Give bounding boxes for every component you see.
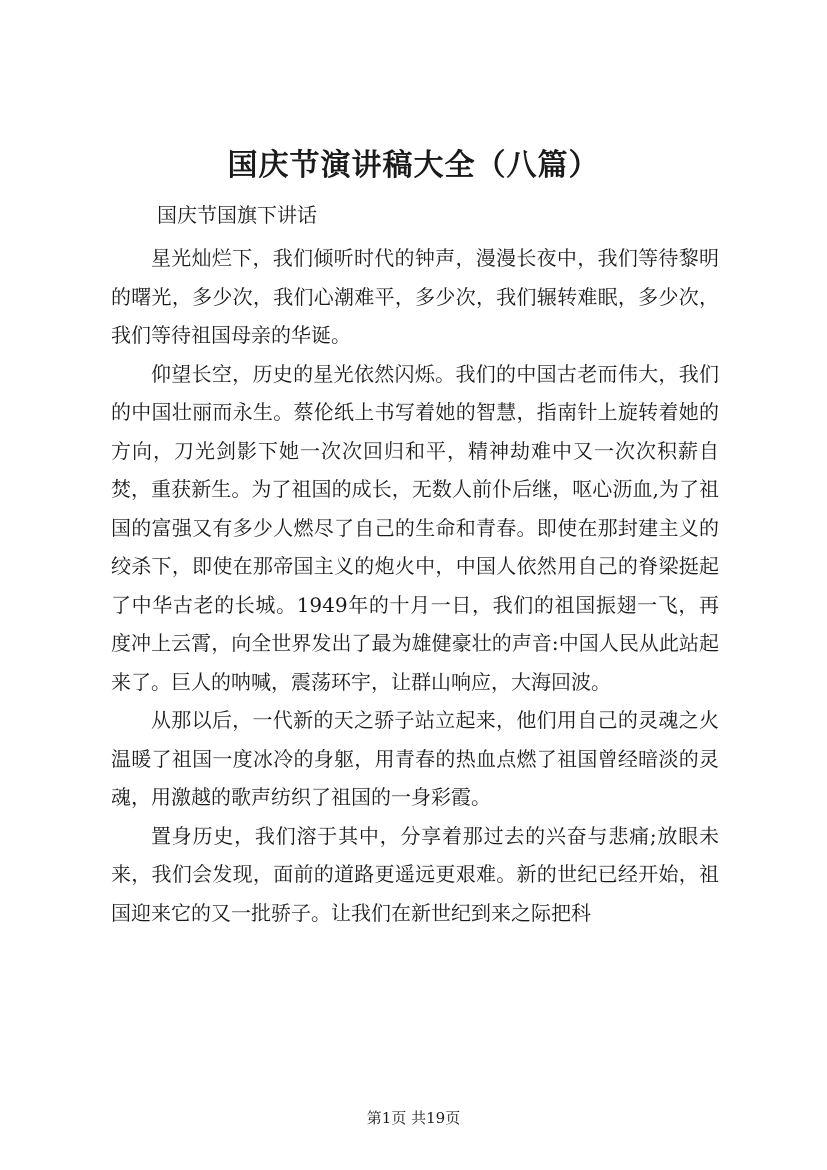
document-body: [111, 239, 719, 932]
paragraph: 置身历史，我们溶于其中，分享着那过去的兴奋与悲痛;放眼未来，我们会发现，面前的道路更遥远更艰难。新的世纪已经开始，祖国迎来它的又一批骄子。让我们在新世纪到来之际把科: [111, 823, 719, 925]
paragraph: 星光灿烂下，我们倾听时代的钟声，漫漫长夜中，我们等待黎明的曙光，多少次，我们心潮难平，多少次，我们辗转难眠，多少次，我们等待祖国母亲的华诞。: [111, 246, 719, 347]
document-title: 国庆节演讲稿大全（八篇）: [227, 148, 600, 183]
paragraph: 从那以后，一代新的天之骄子站立起来，他们用自己的灵魂之火温暖了祖国一度冰冷的身躯，用青春的热血点燃了祖国曾经暗淡的灵魂，用激越的歌声纺织了祖国的一身彩霞。: [111, 708, 719, 809]
page-footer: 第1页 共19页: [366, 1109, 461, 1127]
document-subtitle: 国庆节国旗下讲话: [157, 203, 317, 227]
paragraph: 仰望长空，历史的星光依然闪烁。我们的中国古老而伟大，我们的中国壮丽而永生。蔡伦纸上书写着她的智慧，指南针上旋转着她的方向，刀光剑影下她一次次回归和平，精神劫难中又一次次积薪自焚，重获新生。为了祖国的成长，无数人前仆后继，呕心沥血,为了祖国的富强又有多少人燃尽了自己的生命和青春。即使在那封建主义的绞杀下，即使在那帝国主义的炮火中，中国人依然用自己的脊梁挺起了中华古老的长城。1949年的十月一日，我们的祖国振翅一飞，再度冲上云霄，向全世界发出了最为雄健豪壮的声音:中国人民从此站起来了。巨人的呐喊，震荡环宇，让群山响应，大海回波。: [111, 361, 719, 694]
